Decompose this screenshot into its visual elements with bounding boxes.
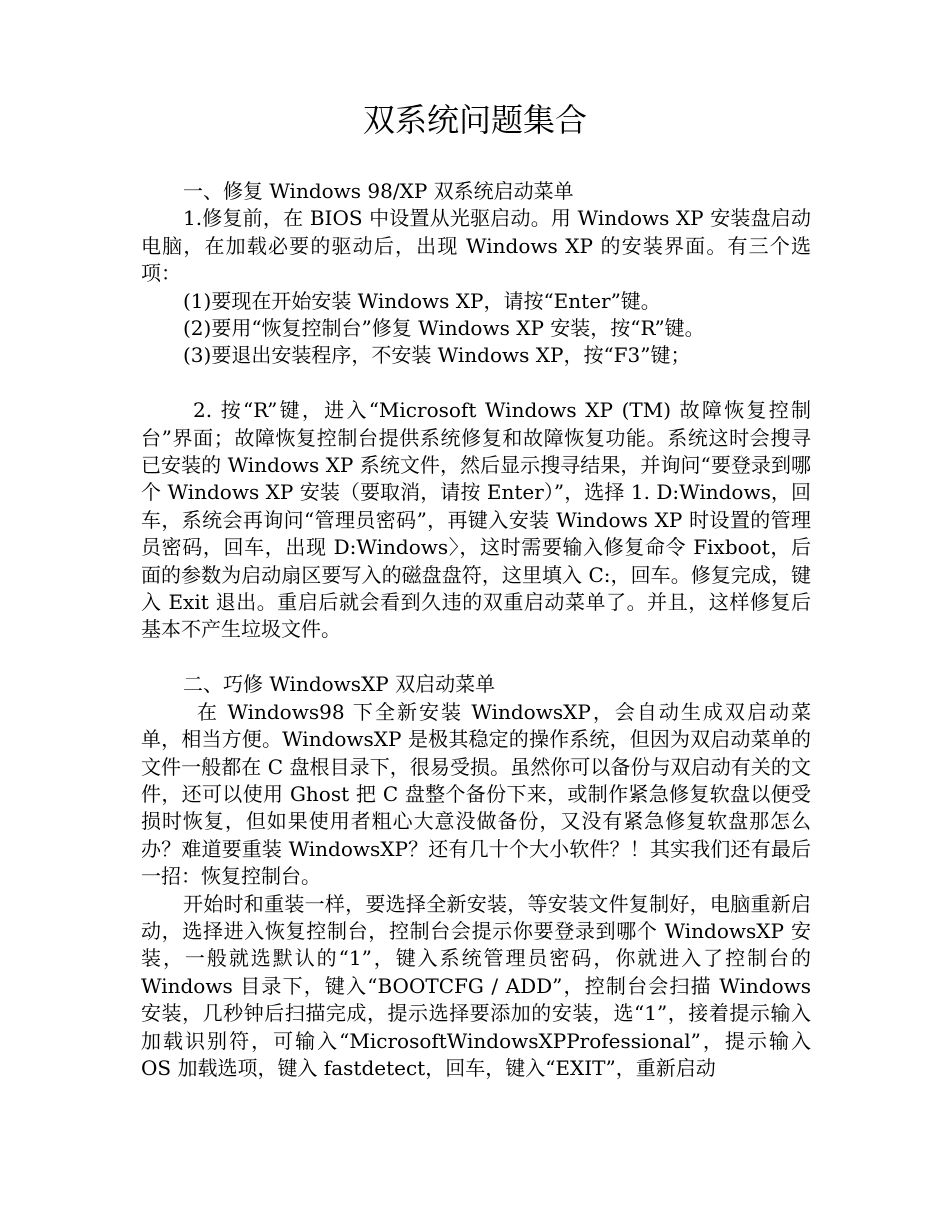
section1-heading: 一、修复 Windows 98/XP 双系统启动菜单 xyxy=(183,179,574,203)
section2-paragraph-1: 在 Windows98 下全新安装 WindowsXP，会自动生成双启动菜单，相当方便。WindowsXP 是极其稳定的操作系统，但因为双启动菜单的文件一般都在 C 盘根目录下，很易受损。虽然你可以备份与双启动有关的文件，还可以使用 Ghost 把 C 盘整个备份下来，或制作紧急修复软盘以便受损时恢复，但如果使用者粗心大意没做备份，又没有紧急修复软盘那怎么办？难道要重装 WindowsXP？还有几十个大小软件？！其实我们还有最后一招：恢复控制台。 xyxy=(141,699,811,889)
section2-heading: 二、巧修 WindowsXP 双启动菜单 xyxy=(183,672,496,697)
section2-paragraph-2: 开始时和重装一样，要选择全新安装，等安装文件复制好，电脑重新启动，选择进入恢复控制台，控制台会提示你要登录到哪个 WindowsXP 安装，一般就选默认的“1”，键入系统管理员密码，你就进入了控制台的 Windows 目录下，键入“BOOTCFG / ADD”，控制台会扫描 Windows 安装，几秒钟后扫描完成，提示选择要添加的安装，选“1”，接着提示输入加载识别符，可输入“MicrosoftWindowsXPProfessional”，提示输入 OS 加载选项，键入 fastdetect，回车，键入“EXIT”，重新启动 xyxy=(141,891,811,1080)
blank-line xyxy=(141,370,811,397)
section1-option-1: (1)要现在开始安装 Windows XP，请按“Enter”键。 xyxy=(183,288,661,313)
document-title: 双系统问题集合 xyxy=(362,101,587,139)
section1-step2: 2. 按“R”键，进入“Microsoft Windows XP (TM) 故障恢复控制台”界面；故障恢复控制台提供系统修复和故障恢复功能。系统这时会搜寻已安装的 Windows XP 系统文件，然后显示搜寻结果，并询问“要登录到哪个 Windows XP 安装（要取消，请按 Enter）”，选择 1. D:Windows，回车，系统会再询问“管理员密码”，再键入安装 Windows XP 时设置的管理员密码，回车，出现 D:Windows〉，这时需要输入修复命令 Fixboot，后面的参数为启动扇区要写入的磁盘盘符，这里填入 C:，回车。修复完成，键入 Exit 退出。重启后就会看到久违的双重启动菜单了。并且，这样修复后基本不产生垃圾文件。 xyxy=(141,398,811,642)
section1-option-3: (3)要退出安装程序，不安装 Windows XP，按“F3”键； xyxy=(183,343,691,368)
blank-line xyxy=(141,644,811,671)
section1-option-2: (2)要用“恢复控制台”修复 Windows XP 安装，按“R”键。 xyxy=(183,316,705,341)
section1-step1: 1.修复前，在 BIOS 中设置从光驱启动。用 Windows XP 安装盘启动电脑，在加载必要的驱动后，出现 Windows XP 的安装界面。有三个选项： xyxy=(141,206,811,286)
document-body xyxy=(141,178,811,1082)
